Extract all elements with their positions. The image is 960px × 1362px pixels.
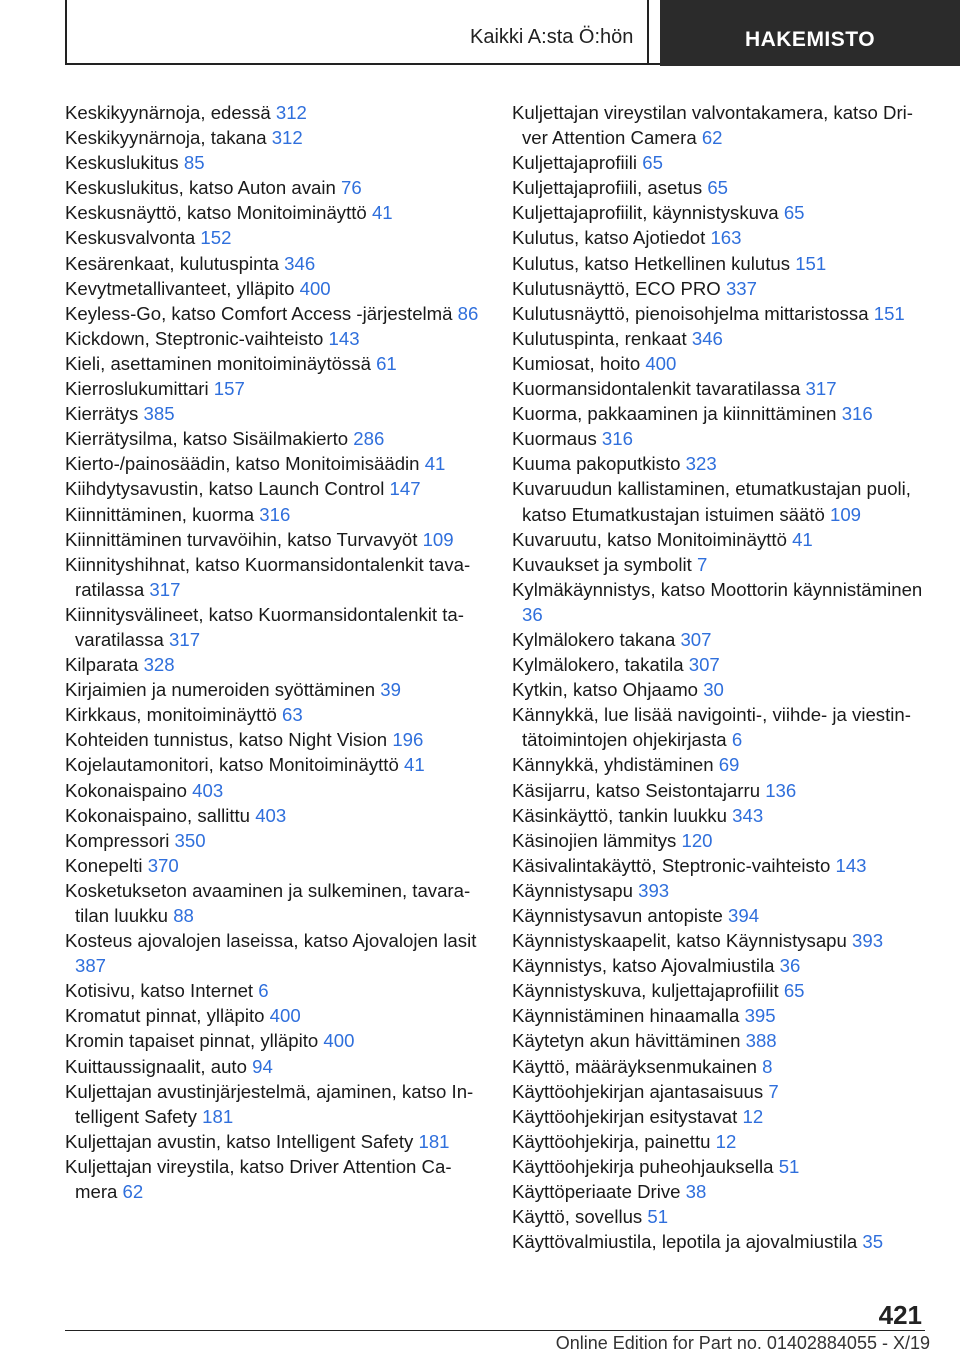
index-entry — [65, 502, 485, 527]
index-entry — [512, 953, 932, 978]
index-entry — [65, 200, 485, 225]
index-entry-page-link[interactable]: 385 — [143, 403, 175, 425]
index-entry-text: Käyttöohjekirjan ajantasaisuus — [512, 1080, 764, 1102]
index-entry — [65, 251, 485, 276]
index-entry-page-link[interactable]: 350 — [174, 829, 206, 851]
index-entry — [65, 175, 485, 200]
index-entry — [512, 853, 932, 878]
index-entry — [512, 978, 932, 1003]
index-column-right — [512, 100, 932, 1254]
index-entry-page-link[interactable]: 7 — [768, 1080, 779, 1102]
index-entry-page-link[interactable]: 51 — [647, 1206, 669, 1228]
index-entry-page-link[interactable]: 143 — [835, 854, 867, 876]
index-entry-page-link[interactable]: 12 — [715, 1130, 737, 1152]
index-entry-page-link[interactable]: 63 — [282, 704, 303, 726]
index-entry-page-link[interactable]: 38 — [685, 1181, 707, 1203]
index-entry — [512, 376, 932, 401]
index-entry-page-link[interactable]: 400 — [645, 352, 677, 374]
index-entry-page-link[interactable]: 41 — [404, 754, 425, 776]
index-entry-text: Kevytmetallivanteet, ylläpito — [65, 277, 295, 299]
index-entry — [512, 677, 932, 702]
index-entry-page-link[interactable]: 307 — [680, 628, 712, 650]
index-entry — [65, 552, 485, 602]
index-entry-text: Kokonaispaino — [65, 779, 187, 801]
index-entry — [65, 225, 485, 250]
index-entry — [512, 351, 932, 376]
index-entry — [65, 702, 485, 727]
index-entry-page-link[interactable]: 316 — [259, 503, 291, 525]
index-entry-page-link[interactable]: 346 — [284, 252, 316, 274]
index-entry-page-link[interactable]: 157 — [213, 378, 245, 400]
index-entry-text: Kuormaus — [512, 428, 597, 450]
index-entry-text: Kromatut pinnat, ylläpito — [65, 1005, 265, 1027]
index-entry-page-link[interactable]: 94 — [252, 1055, 273, 1077]
index-entry-text: Kylmäkäynnistys, katso Moottorin käynnistäminen — [512, 578, 923, 600]
index-entry — [65, 451, 485, 476]
index-entry-page-link[interactable]: 41 — [792, 528, 813, 550]
index-entry-page-link[interactable]: 317 — [805, 378, 837, 400]
header-frame-divider — [647, 0, 649, 64]
index-entry-text: Kuljettajaprofiili, asetus — [512, 177, 703, 199]
section-label: Kaikki A:sta Ö:hön — [470, 26, 634, 48]
index-entry — [65, 1079, 485, 1129]
index-entry-page-link[interactable]: 147 — [389, 478, 421, 500]
index-entry — [65, 351, 485, 376]
index-entry — [512, 527, 932, 552]
index-entry-text: Kokonaispaino, sallittu — [65, 804, 251, 826]
index-entry-page-link[interactable]: 109 — [830, 503, 862, 525]
index-entry-page-link[interactable]: 51 — [778, 1155, 800, 1177]
index-entry — [65, 677, 485, 702]
index-entry — [512, 451, 932, 476]
index-entry-text: Kuvaruudun kallistaminen, etumatkustajan puoli, katso Etumatkustajan istuimen säätö — [512, 478, 911, 525]
index-entry-page-link[interactable]: 109 — [422, 528, 454, 550]
index-entry-text: Kuljettajaprofiilit, käynnistyskuva — [512, 202, 779, 224]
index-entry-page-link[interactable]: 337 — [725, 277, 757, 299]
index-entry-text: Kiinnitysvälineet, katso Kuormansidontalenkit tavaratilassa — [65, 603, 464, 650]
index-entry-text: Kierrätys — [65, 403, 139, 425]
index-entry — [512, 903, 932, 928]
index-entry-page-link[interactable]: 403 — [192, 779, 224, 801]
index-entry — [512, 301, 932, 326]
index-entry-text: Käsivalintakäyttö, Steptronic-vaihteisto — [512, 854, 831, 876]
index-entry-page-link[interactable]: 61 — [376, 352, 397, 374]
index-entry — [512, 476, 932, 526]
index-entry — [512, 1179, 932, 1204]
index-entry-text: Kojelautamonitori, katso Monitoiminäyttö — [65, 754, 399, 776]
index-entry-page-link[interactable]: 76 — [340, 177, 362, 199]
index-entry-text: Kesärenkaat, kulutuspinta — [65, 252, 279, 274]
index-entry — [512, 200, 932, 225]
index-entry — [512, 225, 932, 250]
index-entry — [512, 1129, 932, 1154]
index-entry — [512, 1054, 932, 1079]
index-entry-page-link[interactable]: 7 — [697, 553, 708, 575]
header-frame-bottom — [65, 63, 660, 65]
index-entry-page-link[interactable]: 35 — [862, 1231, 884, 1253]
index-entry — [65, 476, 485, 501]
header-frame-left — [65, 0, 67, 64]
index-entry-page-link[interactable]: 403 — [255, 804, 287, 826]
index-entry-page-link[interactable]: 312 — [275, 102, 307, 123]
index-entry-text: Keskuslukitus, katso Auton avain — [65, 177, 336, 199]
index-entry — [65, 1129, 485, 1154]
index-entry — [512, 1028, 932, 1053]
index-entry-text: Kirjaimien ja numeroiden syöttäminen — [65, 679, 376, 701]
index-entry-text: Kromin tapaiset pinnat, ylläpito — [65, 1030, 319, 1052]
index-entry-text: Kumiosat, hoito — [512, 352, 641, 374]
index-entry-page-link[interactable]: 30 — [703, 679, 724, 701]
index-entry — [512, 803, 932, 828]
index-entry — [65, 150, 485, 175]
index-entry-page-link[interactable]: 41 — [424, 453, 446, 475]
index-entry-text: Käyttöohjekirja, painettu — [512, 1130, 711, 1152]
index-entry-text: Käytetyn akun hävittäminen — [512, 1030, 741, 1052]
index-entry — [512, 652, 932, 677]
index-entry — [65, 602, 485, 652]
index-entry-text: Käyttöperiaate Drive — [512, 1181, 681, 1203]
index-entry-page-link[interactable]: 151 — [873, 302, 905, 324]
index-entry-page-link[interactable]: 394 — [728, 905, 760, 926]
index-entry-text: Kiinnittäminen, kuorma — [65, 503, 255, 525]
index-column-left — [65, 100, 485, 1204]
index-entry-page-link[interactable]: 343 — [732, 804, 764, 826]
index-entry-page-link[interactable]: 317 — [169, 628, 201, 650]
index-entry-page-link[interactable]: 65 — [783, 980, 805, 1002]
index-entry-page-link[interactable]: 65 — [642, 152, 663, 174]
index-entry-page-link[interactable]: 12 — [742, 1105, 764, 1127]
index-entry-text: Kulutusnäyttö, ECO PRO — [512, 277, 721, 299]
index-entry — [512, 1204, 932, 1229]
index-entry-text: Kiinnittäminen turvavöihin, katso Turvavyöt — [65, 528, 418, 550]
index-entry-page-link[interactable]: 62 — [122, 1181, 144, 1203]
index-entry — [512, 276, 932, 301]
index-entry-page-link[interactable]: 65 — [783, 202, 805, 224]
index-entry-page-link[interactable]: 181 — [418, 1130, 450, 1152]
index-entry-text: Kotisivu, katso Internet — [65, 980, 254, 1002]
index-entry-text: Keskikyynärnoja, edessä — [65, 102, 271, 123]
index-entry-text: Keskikyynärnoja, takana — [65, 127, 267, 149]
index-entry-text: Kieli, asettaminen monitoiminäytössä — [65, 352, 371, 374]
index-entry — [65, 401, 485, 426]
index-entry — [512, 828, 932, 853]
index-entry-text: Kierto-/painosäädin, katso Monitoimisäädin — [65, 453, 420, 475]
index-entry-text: Kickdown, Steptronic-vaihteisto — [65, 327, 324, 349]
index-entry-page-link[interactable]: 36 — [522, 603, 543, 625]
index-entry-page-link[interactable]: 39 — [380, 679, 401, 701]
index-entry-text: Kierrätysilma, katso Sisäilmakierto — [65, 428, 349, 450]
index-entry — [65, 125, 485, 150]
index-entry — [512, 426, 932, 451]
index-entry-text: Käsijarru, katso Seistontajarru — [512, 779, 761, 801]
index-entry-text: Kuljettajan vireystila, katso Driver Attention Camera — [65, 1155, 452, 1203]
index-entry-page-link[interactable]: 400 — [269, 1005, 301, 1027]
index-entry-page-link[interactable]: 62 — [701, 127, 723, 149]
index-entry — [512, 175, 932, 200]
index-entry-page-link[interactable]: 316 — [601, 428, 633, 450]
index-entry-text: Kytkin, katso Ohjaamo — [512, 679, 699, 701]
index-entry-text: Käynnistysavun antopiste — [512, 905, 723, 926]
index-entry — [65, 652, 485, 677]
edition-note: Online Edition for Part no. 01402884055 - X/19 — [555, 1333, 930, 1353]
footer-divider — [65, 1330, 925, 1331]
index-entry-page-link[interactable]: 181 — [202, 1105, 234, 1127]
page-header — [0, 0, 960, 66]
index-entry-page-link[interactable]: 395 — [744, 1005, 776, 1027]
index-entry-page-link[interactable]: 316 — [841, 403, 873, 425]
index-entry-text: Kompressori — [65, 829, 170, 851]
index-entry-page-link[interactable]: 400 — [299, 277, 331, 299]
index-entry — [65, 853, 485, 878]
index-entry-text: Käyttövalmiustila, lepotila ja ajovalmiustila — [512, 1231, 858, 1253]
index-entry-text: Keskusnäyttö, katso Monitoiminäyttö — [65, 202, 367, 224]
index-entry-text: Käynnistyskuva, kuljettajaprofiilit — [512, 980, 779, 1002]
index-entry-page-link[interactable]: 6 — [731, 729, 743, 751]
index-entry — [65, 752, 485, 777]
index-entry-page-link[interactable]: 36 — [779, 955, 801, 977]
index-entry-text: Käynnistyskaapelit, katso Käynnistysapu — [512, 930, 847, 952]
index-entry-text: Kuljettajaprofiili — [512, 152, 638, 174]
index-entry-page-link[interactable]: 312 — [271, 127, 303, 149]
index-entry — [65, 1054, 485, 1079]
index-entry-text: Kulutus, katso Hetkellinen kulutus — [512, 252, 791, 274]
page-number: 421 — [878, 1300, 922, 1330]
index-entry-text: Kuuma pakoputkisto — [512, 453, 681, 475]
index-entry-text: Käynnistysapu — [512, 879, 633, 901]
index-entry-text: Kuvaukset ja symbolit — [512, 553, 692, 575]
index-entry-page-link[interactable]: 388 — [745, 1030, 777, 1052]
index-entry — [512, 1079, 932, 1104]
index-entry-page-link[interactable]: 400 — [323, 1030, 355, 1052]
index-entry — [512, 627, 932, 652]
index-entry — [65, 276, 485, 301]
index-entry-page-link[interactable]: 6 — [258, 980, 269, 1002]
index-entry — [512, 778, 932, 803]
index-entry-text: Kännykkä, yhdistäminen — [512, 754, 714, 776]
index-entry-text: Kosteus ajovalojen laseissa, katso Ajovalojen lasit — [65, 930, 477, 952]
index-entry-text: Käyttö, sovellus — [512, 1206, 643, 1228]
index-tab[interactable]: HAKEMISTO — [660, 0, 960, 66]
index-entry — [512, 1229, 932, 1254]
index-entry-text: Kosketukseton avaaminen ja sulkeminen, tavaratilan luukku — [65, 879, 471, 926]
index-entry-text: Kiihdytysavustin, katso Launch Control — [65, 478, 385, 500]
index-entry-text: Kuljettajan vireystilan valvontakamera, katso Driver Attention Camera — [512, 102, 913, 149]
index-entry-page-link[interactable]: 151 — [795, 252, 827, 274]
index-entry-page-link[interactable]: 65 — [707, 177, 729, 199]
index-entry-page-link[interactable]: 328 — [143, 654, 175, 676]
index-entry — [512, 1104, 932, 1129]
index-entry-text: Kirkkaus, monitoiminäyttö — [65, 704, 277, 726]
index-entry-text: Käyttö, määräyksenmukainen — [512, 1055, 757, 1077]
index-entry-text: Kuormansidontalenkit tavaratilassa — [512, 378, 801, 400]
index-entry — [512, 1003, 932, 1028]
index-entry-page-link[interactable]: 196 — [392, 729, 424, 751]
index-entry-page-link[interactable]: 88 — [173, 905, 194, 926]
index-entry-text: Keyless-Go, katso Comfort Access -järjestelmä — [65, 302, 453, 324]
index-entry — [65, 1003, 485, 1028]
index-entry-text: Kuljettajan avustin, katso Intelligent Safety — [65, 1130, 414, 1152]
index-entry — [512, 752, 932, 777]
index-entry-text: Käyttöohjekirja puheohjauksella — [512, 1155, 774, 1177]
index-entry-text: Kuljettajan avustinjärjestelmä, ajaminen, katso Intelligent Safety — [65, 1080, 474, 1127]
index-entry — [512, 928, 932, 953]
index-entry-text: Käyttöohjekirjan esitystavat — [512, 1105, 738, 1127]
index-entry — [512, 552, 932, 577]
index-entry — [65, 301, 485, 326]
index-entry — [512, 1154, 932, 1179]
index-entry — [65, 803, 485, 828]
index-entry-page-link[interactable]: 120 — [681, 829, 713, 851]
index-entry-text: Kuvaruutu, katso Monitoiminäyttö — [512, 528, 787, 550]
index-entry-text: Kulutus, katso Ajotiedot — [512, 227, 706, 249]
index-entry — [65, 928, 485, 978]
index-entry-text: Kierroslukumittari — [65, 378, 209, 400]
index-entry-text: Kohteiden tunnistus, katso Night Vision — [65, 729, 388, 751]
index-entry-text: Kiinnityshihnat, katso Kuormansidontalenkit tavaratilassa — [65, 553, 471, 600]
index-entry-text: Kännykkä, lue lisää navigointi-, viihde- ja viestintätoimintojen ohjekirjasta — [512, 704, 911, 751]
index-entry — [65, 1028, 485, 1053]
index-entry — [512, 401, 932, 426]
index-entry-text: Kuittaussignaalit, auto — [65, 1055, 247, 1077]
index-entry — [65, 326, 485, 351]
index-entry-text: Kylmälokero takana — [512, 628, 676, 650]
index-entry-page-link[interactable]: 136 — [765, 779, 797, 801]
index-entry-page-link[interactable]: 307 — [688, 654, 720, 676]
index-entry-page-link[interactable]: 143 — [328, 327, 360, 349]
index-entry — [65, 978, 485, 1003]
index-entry — [65, 727, 485, 752]
index-entry — [65, 778, 485, 803]
index-entry — [65, 878, 485, 928]
index-entry — [65, 376, 485, 401]
index-entry-page-link[interactable]: 286 — [353, 428, 385, 450]
index-entry-text: Konepelti — [65, 854, 143, 876]
index-entry-page-link[interactable]: 346 — [691, 327, 723, 349]
index-entry-text: Käsinkäyttö, tankin luukku — [512, 804, 727, 826]
index-entry — [65, 828, 485, 853]
index-entry-text: Kilparata — [65, 654, 139, 676]
index-entry-page-link[interactable]: 152 — [200, 227, 232, 249]
index-entry-text: Kylmälokero, takatila — [512, 654, 684, 676]
index-entry — [512, 150, 932, 175]
index-entry — [65, 100, 485, 125]
index-entry-text: Kuorma, pakkaaminen ja kiinnittäminen — [512, 403, 837, 425]
index-entry — [512, 326, 932, 351]
index-entry-page-link[interactable]: 163 — [710, 227, 742, 249]
index-entry-page-link[interactable]: 8 — [762, 1055, 773, 1077]
index-entry — [512, 251, 932, 276]
index-entry — [512, 702, 932, 752]
index-entry-text: Kulutusnäyttö, pienoisohjelma mittaristossa — [512, 302, 869, 324]
index-entry — [65, 1154, 485, 1204]
index-entry — [512, 100, 932, 150]
index-entry — [65, 527, 485, 552]
index-entry-text: Käynnistäminen hinaamalla — [512, 1005, 740, 1027]
index-entry-page-link[interactable]: 317 — [149, 578, 181, 600]
index-entry-page-link[interactable]: 86 — [457, 302, 479, 324]
index-entry-page-link[interactable]: 393 — [852, 930, 884, 952]
index-entry-page-link[interactable]: 393 — [638, 879, 670, 901]
index-entry — [65, 426, 485, 451]
index-entry-text: Keskuslukitus — [65, 152, 179, 174]
index-entry-text: Keskusvalvonta — [65, 227, 196, 249]
index-entry — [512, 577, 932, 627]
index-entry-page-link[interactable]: 370 — [147, 854, 179, 876]
index-entry-page-link[interactable]: 69 — [718, 754, 740, 776]
index-entry-page-link[interactable]: 387 — [75, 955, 107, 977]
index-entry-text: Käsinojien lämmitys — [512, 829, 677, 851]
index-entry — [512, 878, 932, 903]
index-entry-page-link[interactable]: 323 — [685, 453, 717, 475]
index-entry-text: Kulutuspinta, renkaat — [512, 327, 687, 349]
index-entry-page-link[interactable]: 41 — [371, 202, 393, 224]
index-entry-text: Käynnistys, katso Ajovalmiustila — [512, 955, 775, 977]
index-entry-page-link[interactable]: 85 — [183, 152, 205, 174]
